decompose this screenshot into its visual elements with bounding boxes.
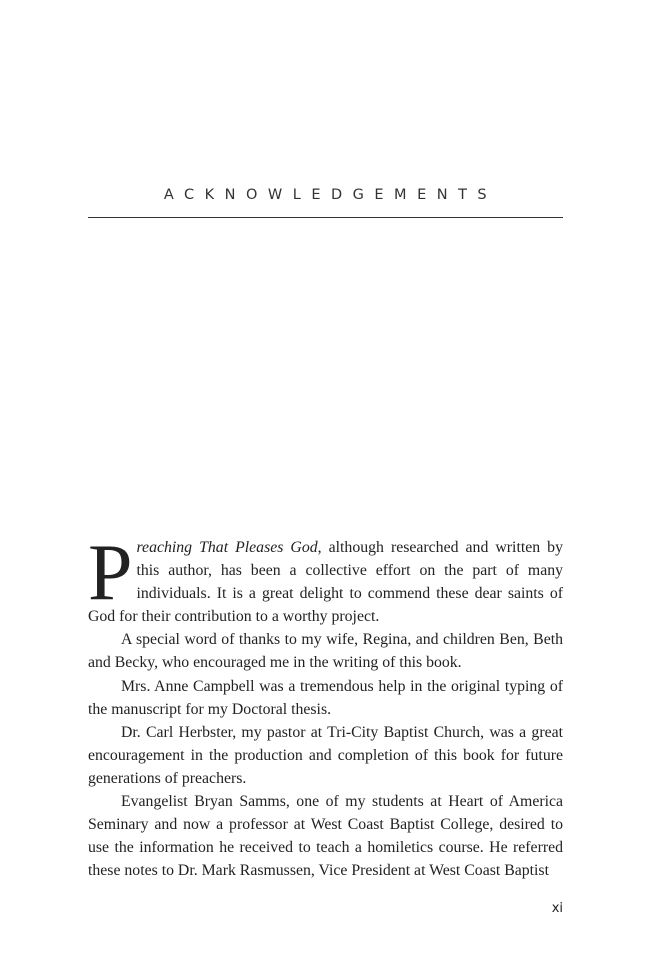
acknowledgements-body (88, 529, 564, 882)
chapter-heading: ACKNOWLEDGEMENTS (163, 187, 498, 203)
paragraph-2: A special word of thanks to my wife, Regina, and children Ben, Beth and Becky, who encouraged me in the writing of this book. (88, 631, 563, 672)
paragraph-1-line-1: , although researched and written by this (136, 539, 563, 580)
drop-cap: P (88, 529, 133, 617)
page-number: xi (551, 901, 563, 916)
heading-rule (88, 217, 563, 218)
paragraph-1-line-2: author, has been a collective effort on the part of many individuals. (136, 562, 564, 603)
paragraph-3: Mrs. Anne Campbell was a tremendous help in the original typing of the manuscript for my Doctoral thesis. (88, 677, 563, 718)
paragraph-1-line-3: It is a great delight to commend these dear saints of God for their (88, 585, 563, 626)
paragraph-1-line-4: contribution to a worthy project. (174, 608, 380, 626)
paragraph-4: Dr. Carl Herbster, my pastor at Tri-City Baptist Church, was a great encouragement in the production and completion of this book for future generations of preachers. (88, 723, 563, 787)
paragraph-5: Evangelist Bryan Samms, one of my students at Heart of America Seminary and now a professor at West Coast Baptist College, desired to use the information he received to teach a homiletics course. He referred these notes to Dr. Mark Rasmussen, Vice President at West Coast Baptist (88, 793, 563, 880)
paragraph-1 (88, 529, 564, 628)
book-title: reaching That Pleases God (136, 539, 318, 556)
